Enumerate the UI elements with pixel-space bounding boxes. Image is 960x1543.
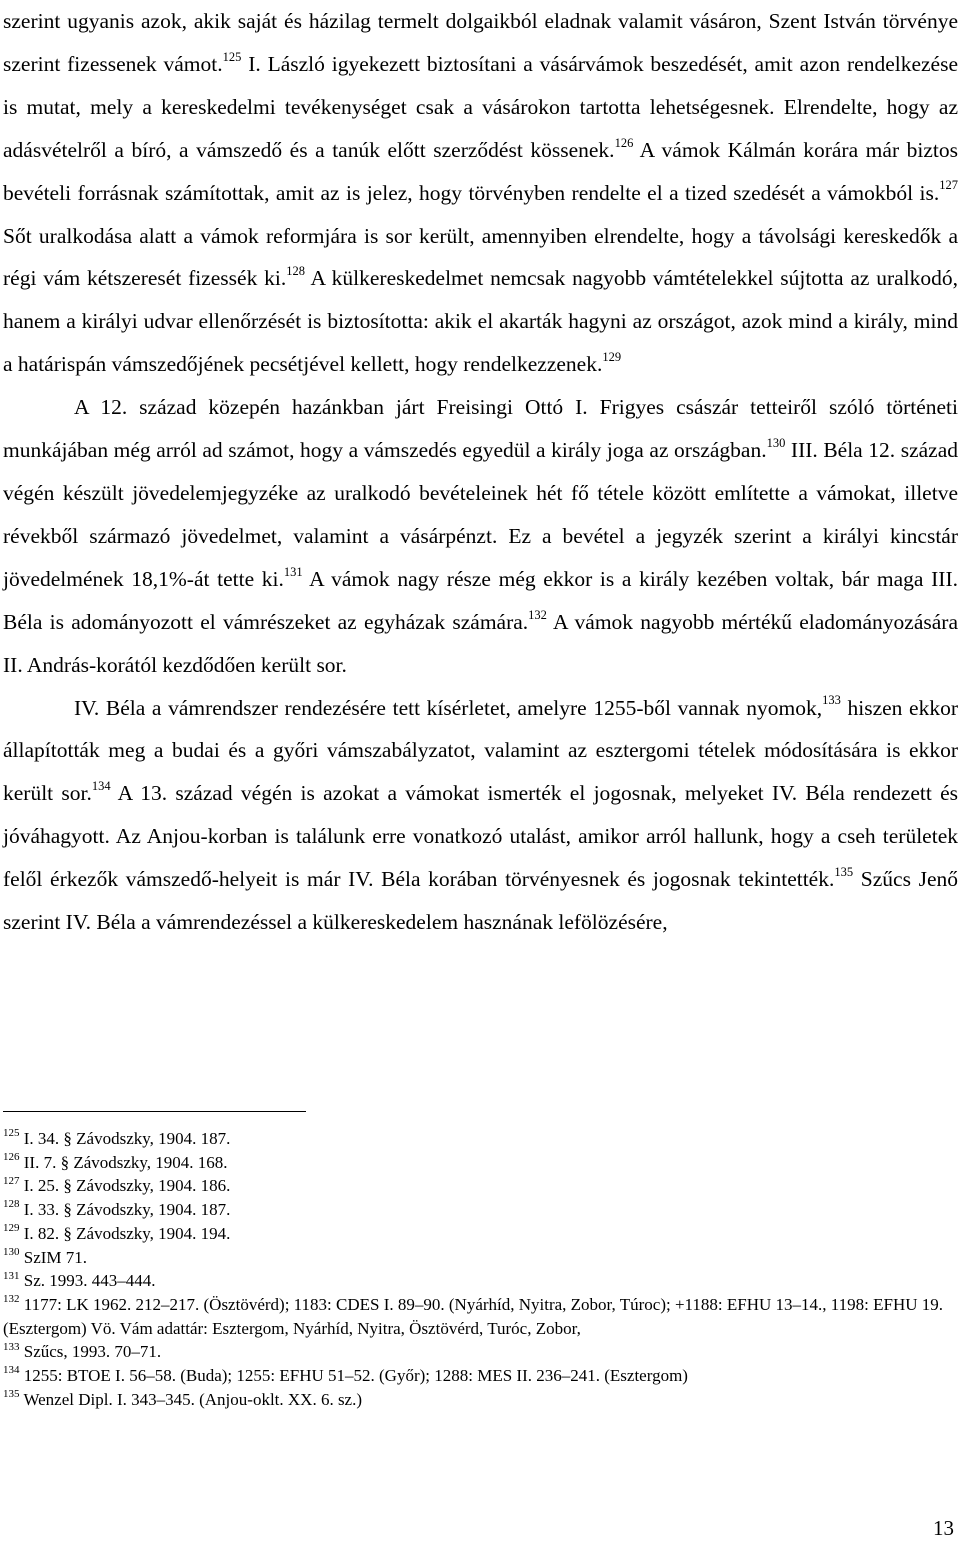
footnote	[3, 1222, 958, 1246]
footnote-ref: 129	[602, 350, 622, 365]
footnote-separator	[3, 1111, 306, 1112]
text-run: I. László igyekezett biztosítani a vásárvámok beszedését, amit azon rendelkezése is mutat, mely a kereskedelmi tevékenységet csak a vásárokon tartotta lehetségesnek. Elrendelte, hogy az adásvételről a bíró, a vámszedő és a tanúk előtt szerződést kössenek.	[3, 51, 958, 162]
footnote-ref: 128	[286, 264, 305, 279]
footnote-number: 130	[3, 1245, 20, 1258]
footnote-ref: 135	[834, 864, 854, 879]
footnote-number: 125	[3, 1127, 20, 1140]
main-text	[3, 0, 958, 944]
footnote	[3, 1388, 958, 1412]
text-run: hiszen ekkor állapították meg a budai és a győri vámszabályzatot, valamint az esztergomi tételek módosítására is ekkor került sor.	[3, 695, 958, 806]
footnote-number: 133	[3, 1340, 20, 1353]
footnote-text: I. 33. § Závodszky, 1904. 187.	[19, 1200, 231, 1220]
footnote-number: 131	[3, 1269, 20, 1282]
text-run: A 13. század végén is azokat a vámokat ismerték el jogosnak, melyeket IV. Béla rendezett és jóváhagyott. Az Anjou-korban is találunk erre vonatkozó utalást, amikor arról hallunk, hogy a cseh területek felől érkezők vámszedő-helyeit is már IV. Béla korában törvényesnek és jogosnak tekintették.	[3, 781, 958, 892]
footnote	[3, 1340, 958, 1364]
footnote-ref: 126	[614, 135, 634, 150]
footnote	[3, 1364, 958, 1388]
footnote-number: 126	[3, 1151, 20, 1164]
text-run: III. Béla 12. század végén készült jövedelemjegyzéke az uralkodó bevételeinek hét fő tétele között említette a vámokat, illetve révekből származó jövedelmet, valamint a vásárpénzt. Ez a bevétel a jegyzék szerint a királyi kincstár jövedelmének 18,1%-át tette ki.	[3, 438, 959, 591]
footnote-ref: 134	[91, 779, 111, 794]
footnote-ref: 132	[528, 607, 547, 622]
footnote-text: I. 82. § Závodszky, 1904. 194.	[19, 1223, 231, 1243]
text-run: Szűcs Jenő szerint IV. Béla a vámrendezéssel a külkereskedelem hasznának lefölözésére,	[3, 867, 959, 935]
footnote	[3, 1269, 958, 1293]
footnote-number: 127	[3, 1174, 20, 1187]
footnote-text: SzIM 71.	[19, 1247, 88, 1267]
footnote-number: 135	[3, 1388, 20, 1401]
footnote-text: 1255: BTOE I. 56–58. (Buda); 1255: EFHU 51–52. (Győr); 1288: MES II. 236–241. (Esztergom)	[19, 1366, 688, 1386]
text-run: A 12. század közepén hazánkban járt Freisingi Ottó I. Frigyes császár tetteiről szóló történeti munkájában még arról ad számot, hogy a vámszedés egyedül a király joga az országban.	[3, 395, 958, 463]
text-run: A vámok Kálmán korára már biztos bevételi forrásnak számítottak, amit az is jelez, hogy törvényben rendelte el a tized szedését a vámokból is.	[3, 137, 959, 205]
footnote	[3, 1293, 958, 1340]
page-number: 13	[933, 1516, 954, 1540]
footnote	[3, 1151, 958, 1175]
footnote	[3, 1198, 958, 1222]
footnote-text: Wenzel Dipl. I. 343–345. (Anjou-oklt. XX. 6. sz.)	[19, 1389, 363, 1409]
footnote	[3, 1246, 958, 1270]
paragraph	[3, 0, 958, 386]
footnote-number: 129	[3, 1222, 20, 1235]
footnote-ref: 130	[766, 435, 786, 450]
text-run: IV. Béla a vámrendszer rendezésére tett kísérletet, amelyre 1255-ből vannak nyomok,	[74, 695, 823, 720]
footnote-number: 128	[3, 1198, 20, 1211]
footnote-ref: 127	[939, 178, 958, 193]
footnote-ref: 133	[822, 693, 841, 708]
footnote-text: I. 25. § Závodszky, 1904. 186.	[19, 1176, 231, 1196]
footnote-text: Szűcs, 1993. 70–71.	[19, 1342, 162, 1362]
footnote-text: II. 7. § Závodszky, 1904. 168.	[19, 1152, 228, 1172]
footnotes	[3, 1127, 958, 1411]
text-run: szerint ugyanis azok, akik saját és házilag termelt dolgaikból eladnak valamit vásáron, Szent István törvénye szerint fizessenek vámot.	[3, 9, 958, 76]
footnote	[3, 1174, 958, 1198]
paragraph	[3, 386, 958, 686]
footnote-text: Sz. 1993. 443–444.	[19, 1271, 156, 1291]
footnote-number: 134	[3, 1364, 20, 1377]
footnote-text: I. 34. § Závodszky, 1904. 187.	[19, 1129, 231, 1148]
footnote-ref: 125	[222, 49, 242, 64]
footnote	[3, 1127, 958, 1151]
text-run: Sőt uralkodása alatt a vámok reformjára is sor került, amennyiben elrendelte, hogy a távolsági kereskedők a régi vám kétszeresét fizessék ki.	[3, 223, 958, 291]
paragraph	[3, 687, 958, 944]
footnote-number: 132	[3, 1293, 20, 1306]
text-run: A külkereskedelmet nemcsak nagyobb vámtételekkel sújtotta az uralkodó, hanem a királyi udvar ellenőrzését is biztosította: akik el akarták hagyni az országot, azok mind a király, mind a határispán vámszedőjének pecsétjével kellett, hogy rendelkezzenek.	[3, 266, 958, 377]
text-run: A vámok nagyobb mértékű eladományozására II. András-korától kezdődően került sor.	[3, 609, 959, 677]
footnote-ref: 131	[283, 564, 303, 579]
text-run: A vámok nagy része még ekkor is a király kezében voltak, bár maga III. Béla is adományozott el vámrészeket az egyházak számára.	[3, 566, 958, 634]
footnote-text: 1177: LK 1962. 212–217. (Ösztövérd); 1183: CDES I. 89–90. (Nyárhíd, Nyitra, Zobor, Túroc); +1188: EFHU 13–14., 1198: EFHU 19. (Esztergom) Vö. Vám adattár: Esztergom, Nyárhíd, Nyitra, Ösztövérd, Turóc, Zobor,	[3, 1294, 944, 1338]
